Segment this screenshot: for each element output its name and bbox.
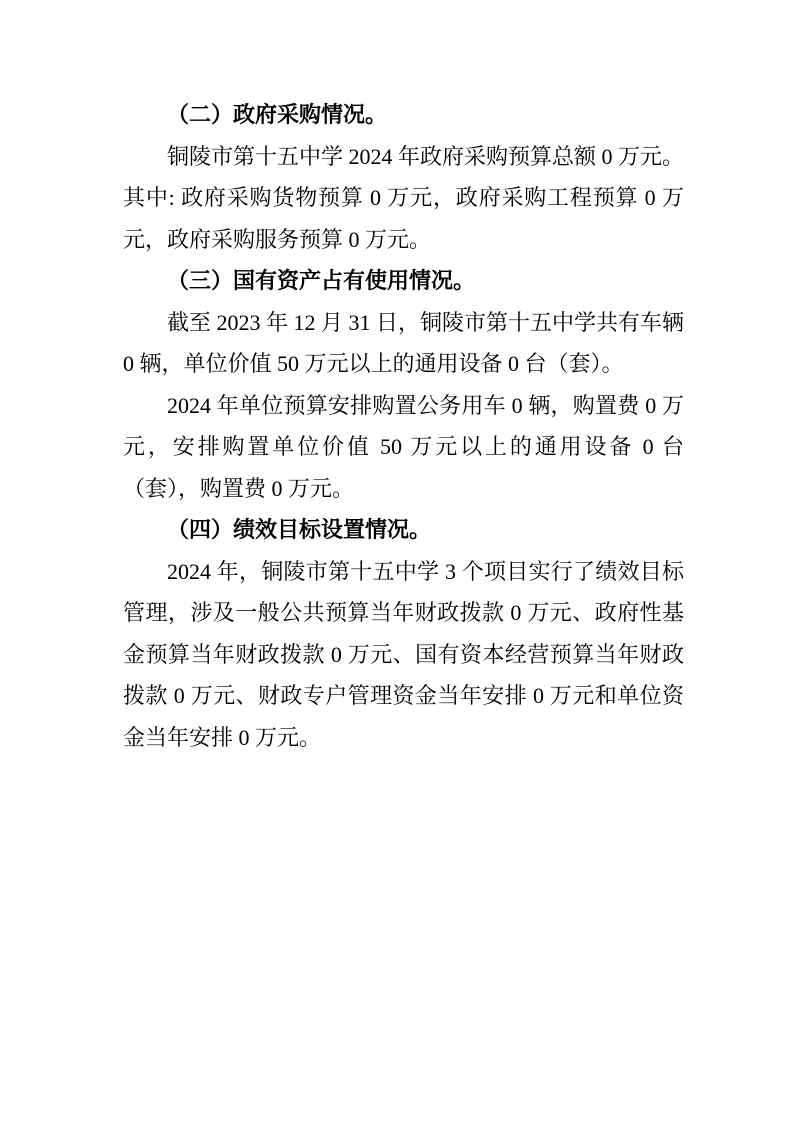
section-heading-state-assets: （三）国有资产占有使用情况。 (167, 268, 476, 293)
paragraph-performance-targets: 2024 年，铜陵市第十五中学 3 个项目实行了绩效目标管理，涉及一般公共预算当年财政拨款 0 万元、政府性基金预算当年财政拨款 0 万元、国有资本经营预算当年财政拨款 0 万元、财政专户管理资金当年安排 0 万元和单位资金当年安排 0 万元。 (123, 558, 684, 750)
paragraph-procurement-budget: 铜陵市第十五中学 2024 年政府采购预算总额 0 万元。其中: 政府采购货物预算 0 万元，政府采购工程预算 0 万元，政府采购服务预算 0 万元。 (123, 143, 685, 252)
section-heading-performance-targets: （四）绩效目标设置情况。 (167, 517, 432, 542)
document-text-block (123, 94, 684, 758)
paragraph-assets-planned-purchase: 2024 年单位预算安排购置公务用车 0 辆，购置费 0 万元，安排购置单位价值 50 万元以上的通用设备 0 台（套），购置费 0 万元。 (123, 392, 684, 501)
paragraph-assets-current: 截至 2023 年 12 月 31 日，铜陵市第十五中学共有车辆 0 辆，单位价值 50 万元以上的通用设备 0 台（套）。 (123, 309, 685, 376)
section-government-procurement (123, 94, 684, 260)
section-heading-government-procurement: （二）政府采购情况。 (167, 102, 388, 127)
section-state-assets (123, 260, 684, 509)
section-performance-targets (123, 509, 684, 758)
